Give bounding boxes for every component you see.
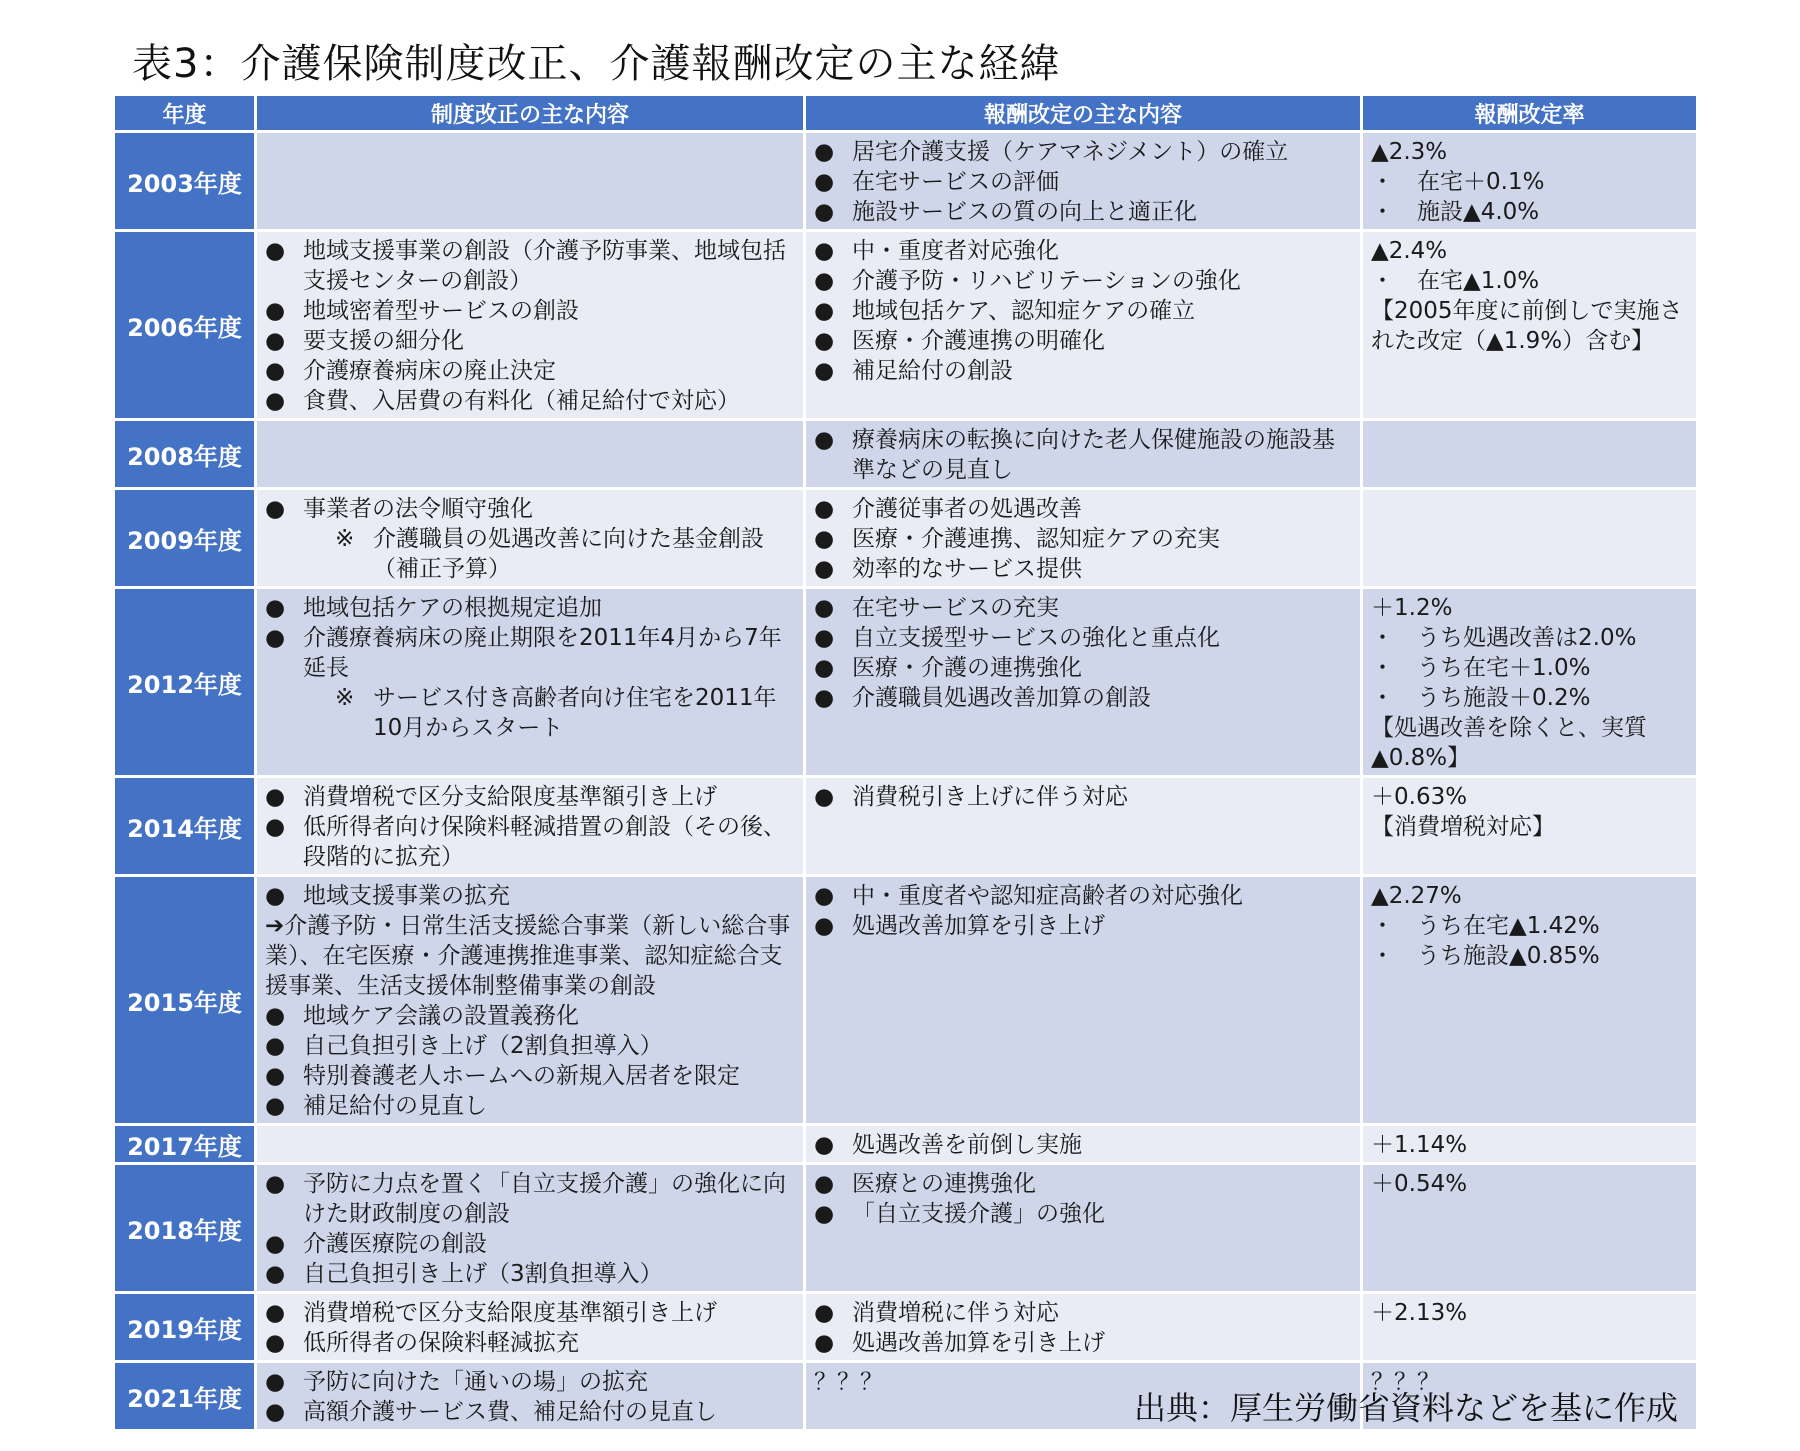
list-item xyxy=(814,1130,1354,1160)
list-item xyxy=(814,881,1354,911)
list-item xyxy=(814,296,1354,326)
list-item xyxy=(265,881,797,911)
list-item-text: 介護職員処遇改善加算の創設 xyxy=(852,685,1151,711)
system-cell xyxy=(256,777,805,876)
rate-sub-item xyxy=(1371,911,1690,941)
list-item xyxy=(265,1259,797,1289)
list-item-text: 地域支援事業の創設（介護予防事業、地域包括支援センターの創設） xyxy=(303,238,786,294)
bullet-icon: ● xyxy=(814,328,835,354)
bullet-icon: ● xyxy=(814,1300,835,1326)
list-item-text: 事業者の法令順守強化 xyxy=(303,496,533,522)
bullet-icon: ● xyxy=(265,1261,286,1287)
year-cell: 2018年度 xyxy=(114,1164,256,1293)
list-item-text: 在宅サービスの充実 xyxy=(852,595,1059,621)
reward-cell xyxy=(805,489,1362,588)
rate-main: ？？？ xyxy=(1371,1369,1440,1395)
rate-cell xyxy=(1362,231,1698,420)
reward-plain-text: ？？？ xyxy=(814,1369,883,1395)
list-item xyxy=(814,167,1354,197)
list-item-text: 処遇改善を前倒し実施 xyxy=(852,1132,1082,1158)
list-item xyxy=(265,623,797,683)
list-item-text: 自立支援型サービスの強化と重点化 xyxy=(852,625,1220,651)
list-item-text: 介護療養病床の廃止期限を2011年4月から7年延長 xyxy=(303,625,782,681)
list-item xyxy=(814,326,1354,356)
list-item-text: 地域密着型サービスの創設 xyxy=(303,298,579,324)
list-item-text: 施設サービスの質の向上と適正化 xyxy=(852,199,1197,225)
rate-sub-text: うち処遇改善は2.0% xyxy=(1417,625,1637,651)
list-item-text: 介護医療院の創設 xyxy=(303,1231,487,1257)
list-item xyxy=(265,1229,797,1259)
rate-main: ▲2.4% xyxy=(1371,238,1448,264)
list-item xyxy=(265,1091,797,1121)
rate-main: ▲2.3% xyxy=(1371,139,1448,165)
header-rate: 報酬改定率 xyxy=(1362,95,1698,132)
rate-sub-item xyxy=(1371,197,1690,227)
bullet-icon: ● xyxy=(265,1171,286,1197)
note-mark: ※ xyxy=(335,685,355,711)
table-row xyxy=(114,588,1698,777)
year-cell: 2012年度 xyxy=(114,588,256,777)
bullet-icon: ● xyxy=(814,1201,835,1227)
rate-sub-item xyxy=(1371,623,1690,653)
table-row xyxy=(114,777,1698,876)
list-item xyxy=(814,494,1354,524)
list-item-text: 高額介護サービス費、補足給付の見直し xyxy=(303,1399,717,1425)
list-item xyxy=(265,1367,797,1397)
bullet-icon: ● xyxy=(814,169,835,195)
list-item-text: 特別養護老人ホームへの新規入居者を限定 xyxy=(303,1063,740,1089)
list-item xyxy=(265,356,797,386)
bullet-icon: ● xyxy=(265,1399,286,1425)
rate-main: ＋1.2% xyxy=(1371,595,1453,621)
list-item xyxy=(814,1199,1354,1229)
bullet-icon: ● xyxy=(814,139,835,165)
bullet-icon: ● xyxy=(814,526,835,552)
bullet-icon: ● xyxy=(814,655,835,681)
list-item-text: 医療・介護連携の明確化 xyxy=(852,328,1105,354)
list-item xyxy=(265,1061,797,1091)
rate-cell xyxy=(1362,1125,1698,1164)
system-arrow-text: ➔介護予防・日常生活支援総合事業（新しい総合事業）、在宅医療・介護連携推進事業、認知症総合支援事業、生活支援体制整備事業の創設 xyxy=(265,913,791,999)
bullet-icon: ● xyxy=(814,595,835,621)
reward-cell xyxy=(805,132,1362,231)
list-item xyxy=(814,1298,1354,1328)
list-item-text: 地域包括ケア、認知症ケアの確立 xyxy=(852,298,1196,324)
bullet-icon: ● xyxy=(814,556,835,582)
bullet-icon: ● xyxy=(265,814,286,840)
dot-mark: ・ xyxy=(1371,199,1394,225)
rate-main: ＋2.13% xyxy=(1371,1300,1468,1326)
rate-cell xyxy=(1362,132,1698,231)
list-item-text: 処遇改善加算を引き上げ xyxy=(852,1330,1105,1356)
list-item-text: 介護予防・リハビリテーションの強化 xyxy=(852,268,1241,294)
table-row xyxy=(114,132,1698,231)
bullet-icon: ● xyxy=(814,1171,835,1197)
bullet-icon: ● xyxy=(265,328,286,354)
table-row xyxy=(114,489,1698,588)
list-item-text: 地域ケア会議の設置義務化 xyxy=(303,1003,579,1029)
list-item xyxy=(814,197,1354,227)
rate-note: 【2005年度に前倒しで実施された改定（▲1.9%）含む】 xyxy=(1371,298,1683,354)
rate-sub-item xyxy=(1371,653,1690,683)
rate-note: 【消費増税対応】 xyxy=(1371,814,1555,840)
list-item-text: 医療との連携強化 xyxy=(852,1171,1036,1197)
list-item xyxy=(265,236,797,296)
rate-cell xyxy=(1362,420,1698,489)
list-item-text: 食費、入居費の有料化（補足給付で対応） xyxy=(303,388,740,414)
list-item xyxy=(265,1001,797,1031)
rate-sub-text: うち在宅▲1.42% xyxy=(1417,913,1600,939)
bullet-icon: ● xyxy=(265,238,286,264)
year-cell: 2003年度 xyxy=(114,132,256,231)
table-row xyxy=(114,231,1698,420)
list-item-text: 補足給付の見直し xyxy=(303,1093,487,1119)
system-cell xyxy=(256,1164,805,1293)
list-item xyxy=(265,296,797,326)
bullet-icon: ● xyxy=(814,238,835,264)
bullet-icon: ● xyxy=(265,1063,286,1089)
list-item xyxy=(265,1397,797,1427)
bullet-icon: ● xyxy=(265,625,286,651)
reward-cell xyxy=(805,420,1362,489)
list-item xyxy=(814,1328,1354,1358)
bullet-icon: ● xyxy=(265,388,286,414)
list-item xyxy=(265,1031,797,1061)
rate-sub-text: うち施設▲0.85% xyxy=(1417,943,1600,969)
list-item xyxy=(814,782,1354,812)
bullet-icon: ● xyxy=(265,595,286,621)
reward-cell xyxy=(805,876,1362,1125)
list-item-text: 中・重度者や認知症高齢者の対応強化 xyxy=(852,883,1243,909)
rate-sub-text: うち在宅＋1.0% xyxy=(1417,655,1591,681)
bullet-icon: ● xyxy=(265,358,286,384)
year-cell: 2009年度 xyxy=(114,489,256,588)
list-item xyxy=(265,1298,797,1328)
rate-cell xyxy=(1362,777,1698,876)
rate-sub-text: うち施設＋0.2% xyxy=(1417,685,1591,711)
year-cell: 2019年度 xyxy=(114,1293,256,1362)
bullet-icon: ● xyxy=(265,1003,286,1029)
list-item xyxy=(814,356,1354,386)
list-item-text: 中・重度者対応強化 xyxy=(852,238,1059,264)
list-item xyxy=(814,137,1354,167)
bullet-icon: ● xyxy=(814,685,835,711)
dot-mark: ・ xyxy=(1371,913,1394,939)
rate-sub-text: 施設▲4.0% xyxy=(1417,199,1540,225)
table-body xyxy=(114,132,1698,1431)
reward-cell xyxy=(805,1293,1362,1362)
rate-cell xyxy=(1362,1164,1698,1293)
bullet-icon: ● xyxy=(814,625,835,651)
bullet-icon: ● xyxy=(814,268,835,294)
header-system: 制度改正の主な内容 xyxy=(256,95,805,132)
dot-mark: ・ xyxy=(1371,655,1394,681)
system-cell xyxy=(256,1362,805,1431)
list-item xyxy=(814,653,1354,683)
list-item-text: 医療・介護連携、認知症ケアの充実 xyxy=(852,526,1220,552)
rate-cell xyxy=(1362,876,1698,1125)
list-item-text: 低所得者向け保険料軽減措置の創設（その後、段階的に拡充） xyxy=(303,814,786,870)
system-cell xyxy=(256,1293,805,1362)
list-item xyxy=(814,683,1354,713)
list-item xyxy=(814,1169,1354,1199)
year-cell: 2014年度 xyxy=(114,777,256,876)
bullet-icon: ● xyxy=(265,1093,286,1119)
rate-sub-item xyxy=(1371,266,1690,296)
list-item xyxy=(265,812,797,872)
list-item-text: 予防に向けた「通いの場」の拡充 xyxy=(303,1369,648,1395)
system-note-text: 介護職員の処遇改善に向けた基金創設（補正予算） xyxy=(373,526,764,582)
rate-main: ＋0.54% xyxy=(1371,1171,1468,1197)
reward-cell xyxy=(805,1125,1362,1164)
rate-sub-item xyxy=(1371,683,1690,713)
system-cell xyxy=(256,231,805,420)
year-cell: 2008年度 xyxy=(114,420,256,489)
dot-mark: ・ xyxy=(1371,625,1394,651)
rate-main: ＋0.63% xyxy=(1371,784,1468,810)
list-item xyxy=(814,425,1354,485)
list-item xyxy=(814,554,1354,584)
list-item xyxy=(265,593,797,623)
bullet-icon: ● xyxy=(265,784,286,810)
list-item-text: 療養病床の転換に向けた老人保健施設の施設基準などの見直し xyxy=(852,427,1335,483)
system-cell xyxy=(256,132,805,231)
dot-mark: ・ xyxy=(1371,268,1394,294)
list-item-text: 医療・介護の連携強化 xyxy=(852,655,1082,681)
rate-cell xyxy=(1362,489,1698,588)
bullet-icon: ● xyxy=(265,1231,286,1257)
list-item-text: 補足給付の創設 xyxy=(852,358,1013,384)
list-item-text: 自己負担引き上げ（2割負担導入） xyxy=(303,1033,663,1059)
table-header-row xyxy=(114,95,1698,132)
list-item-text: 要支援の細分化 xyxy=(303,328,464,354)
bullet-icon: ● xyxy=(814,199,835,225)
list-item-text: 効率的なサービス提供 xyxy=(852,556,1082,582)
bullet-icon: ● xyxy=(814,358,835,384)
list-item-text: 地域包括ケアの根拠規定追加 xyxy=(303,595,602,621)
list-item-text: 介護従事者の処遇改善 xyxy=(852,496,1082,522)
bullet-icon: ● xyxy=(814,784,835,810)
list-item-text: 在宅サービスの評価 xyxy=(852,169,1059,195)
bullet-icon: ● xyxy=(265,1033,286,1059)
rate-sub-item xyxy=(1371,167,1690,197)
system-cell xyxy=(256,489,805,588)
reward-cell xyxy=(805,588,1362,777)
table-row xyxy=(114,1293,1698,1362)
reward-cell xyxy=(805,1164,1362,1293)
list-item-text: 消費増税に伴う対応 xyxy=(852,1300,1059,1326)
list-item xyxy=(814,623,1354,653)
table-row xyxy=(114,1164,1698,1293)
bullet-icon: ● xyxy=(265,496,286,522)
list-item xyxy=(814,911,1354,941)
dot-mark: ・ xyxy=(1371,943,1394,969)
list-item xyxy=(814,266,1354,296)
list-item-text: 消費税引き上げに伴う対応 xyxy=(852,784,1128,810)
list-item-text: 処遇改善加算を引き上げ xyxy=(852,913,1105,939)
system-cell xyxy=(256,1125,805,1164)
bullet-icon: ● xyxy=(814,913,835,939)
list-item xyxy=(265,326,797,356)
list-item xyxy=(265,782,797,812)
year-cell: 2015年度 xyxy=(114,876,256,1125)
list-item-text: 低所得者の保険料軽減拡充 xyxy=(303,1330,579,1356)
list-item-text: 消費増税で区分支給限度基準額引き上げ xyxy=(303,1300,717,1326)
system-note xyxy=(265,524,797,584)
list-item-text: 地域支援事業の拡充 xyxy=(303,883,510,909)
rate-main: ＋1.14% xyxy=(1371,1132,1468,1158)
reward-cell xyxy=(805,231,1362,420)
bullet-icon: ● xyxy=(265,883,286,909)
table-row xyxy=(114,420,1698,489)
table-row xyxy=(114,1125,1698,1164)
system-cell xyxy=(256,420,805,489)
list-item-text: 居宅介護支援（ケアマネジメント）の確立 xyxy=(852,139,1289,165)
bullet-icon: ● xyxy=(265,1369,286,1395)
reward-cell xyxy=(805,777,1362,876)
list-item xyxy=(265,1169,797,1229)
system-note xyxy=(265,683,797,743)
rate-note: 【処遇改善を除くと、実質▲0.8%】 xyxy=(1371,715,1647,771)
table-row xyxy=(114,876,1698,1125)
note-mark: ※ xyxy=(335,526,355,552)
system-note-text: サービス付き高齢者向け住宅を2011年10月からスタート xyxy=(373,685,777,741)
source-note: 出典：厚生労働省資料などを基に作成 xyxy=(1133,1389,1678,1427)
bullet-icon: ● xyxy=(265,298,286,324)
dot-mark: ・ xyxy=(1371,169,1394,195)
rate-sub-item xyxy=(1371,941,1690,971)
list-item-text: 「自立支援介護」の強化 xyxy=(852,1201,1105,1227)
year-cell: 2006年度 xyxy=(114,231,256,420)
bullet-icon: ● xyxy=(814,883,835,909)
list-item xyxy=(814,236,1354,266)
list-item-text: 予防に力点を置く「自立支援介護」の強化に向けた財政制度の創設 xyxy=(303,1171,786,1227)
system-cell xyxy=(256,876,805,1125)
list-item-text: 自己負担引き上げ（3割負担導入） xyxy=(303,1261,663,1287)
list-item-text: 介護療養病床の廃止決定 xyxy=(303,358,556,384)
year-cell: 2017年度 xyxy=(114,1125,256,1164)
list-item xyxy=(265,494,797,524)
rate-sub-text: 在宅▲1.0% xyxy=(1417,268,1540,294)
rate-cell xyxy=(1362,588,1698,777)
list-item-text: 消費増税で区分支給限度基準額引き上げ xyxy=(303,784,717,810)
dot-mark: ・ xyxy=(1371,685,1394,711)
bullet-icon: ● xyxy=(265,1300,286,1326)
system-cell xyxy=(256,588,805,777)
bullet-icon: ● xyxy=(814,1330,835,1356)
bullet-icon: ● xyxy=(814,496,835,522)
bullet-icon: ● xyxy=(814,298,835,324)
list-item xyxy=(265,386,797,416)
bullet-icon: ● xyxy=(265,1330,286,1356)
rate-cell xyxy=(1362,1293,1698,1362)
bullet-icon: ● xyxy=(814,427,835,453)
bullet-icon: ● xyxy=(814,1132,835,1158)
document-title: 表3：介護保険制度改正、介護報酬改定の主な経緯 xyxy=(132,41,1061,87)
rate-sub-text: 在宅＋0.1% xyxy=(1417,169,1545,195)
header-reward: 報酬改定の主な内容 xyxy=(805,95,1362,132)
list-item xyxy=(265,1328,797,1358)
year-cell: 2021年度 xyxy=(114,1362,256,1431)
list-item xyxy=(814,524,1354,554)
list-item xyxy=(814,593,1354,623)
history-table xyxy=(112,93,1699,1432)
rate-main: ▲2.27% xyxy=(1371,883,1462,909)
header-year: 年度 xyxy=(114,95,256,132)
